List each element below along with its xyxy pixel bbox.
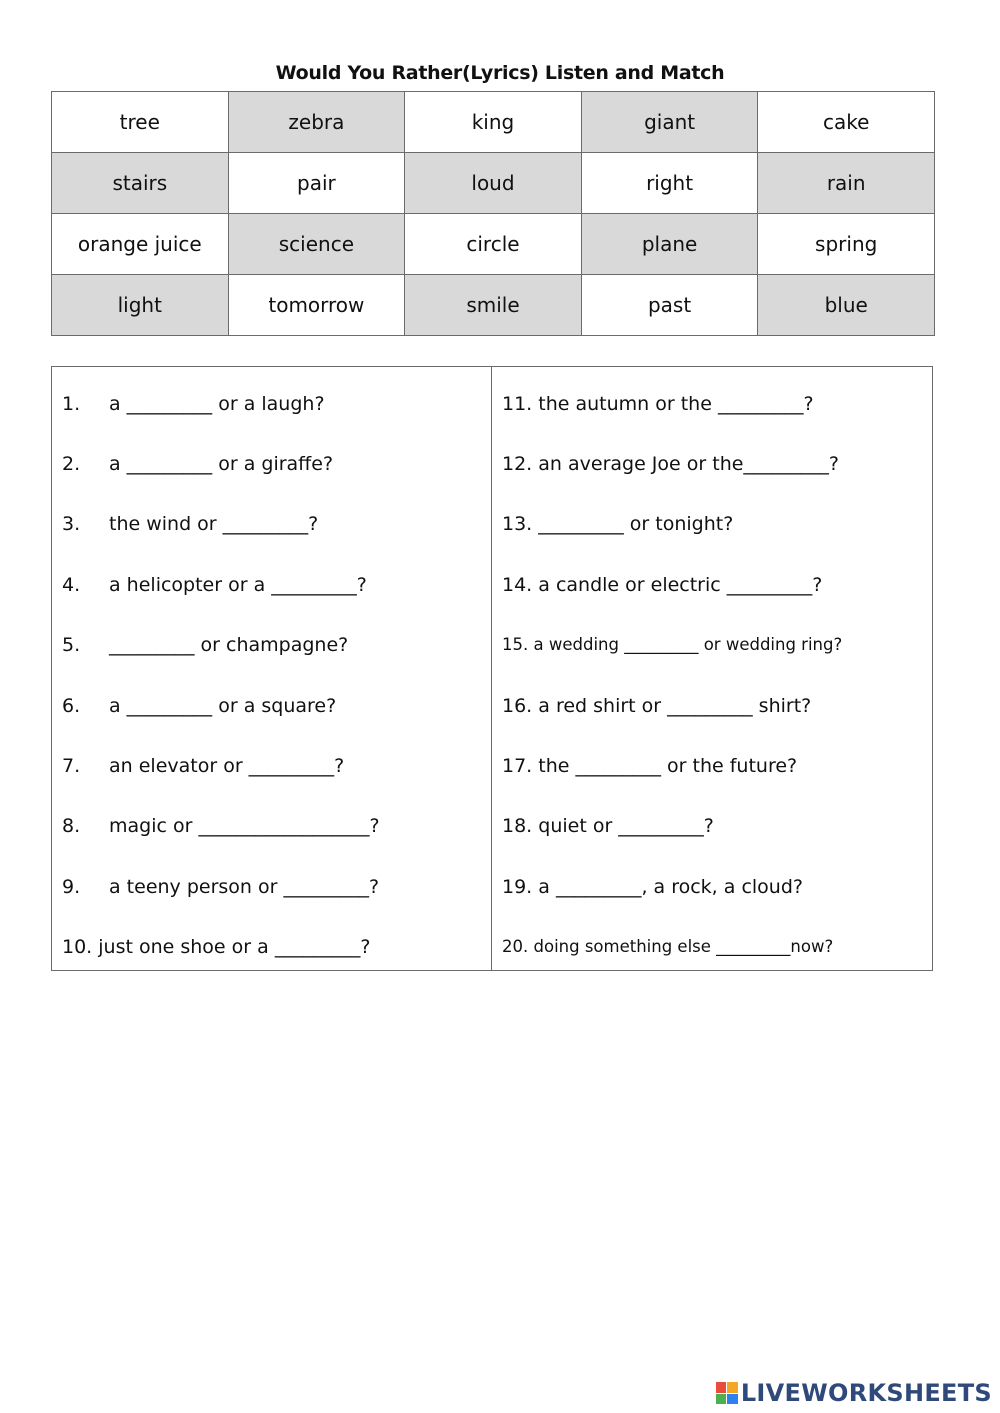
- question-item: [502, 630, 842, 660]
- question-item: [62, 509, 318, 539]
- liveworksheets-logo-text: LIVEWORKSHEETS: [740, 1379, 992, 1407]
- question-item: [502, 509, 733, 539]
- question-item: [502, 389, 814, 419]
- question-text: a candle or electric _________?: [538, 574, 823, 596]
- question-text: quiet or _________?: [538, 815, 714, 837]
- question-item: [62, 389, 325, 419]
- question-number: 6.: [62, 695, 81, 717]
- word-bank-cell: blue: [758, 275, 935, 336]
- question-text: _________ or champagne?: [109, 634, 349, 656]
- question-item: [62, 449, 333, 479]
- questions-right-column: [492, 367, 932, 970]
- word-bank-row: [52, 153, 935, 214]
- liveworksheets-logo: [716, 1378, 992, 1408]
- question-number: 10.: [62, 936, 93, 958]
- word-bank-cell: light: [52, 275, 229, 336]
- word-bank-cell: right: [581, 153, 758, 214]
- worksheet-title: Would You Rather(Lyrics) Listen and Match: [275, 62, 725, 84]
- question-item: [62, 811, 380, 841]
- question-text: a _________ or a giraffe?: [109, 453, 334, 475]
- question-text: the wind or _________?: [109, 513, 319, 535]
- question-number: 20.: [502, 937, 529, 956]
- word-bank-cell: loud: [405, 153, 582, 214]
- question-text: _________ or tonight?: [538, 513, 734, 535]
- question-item: [62, 630, 348, 660]
- question-text: a teeny person or _________?: [109, 876, 380, 898]
- question-number: 3.: [62, 513, 81, 535]
- question-number: 11.: [502, 393, 533, 415]
- question-item: [502, 811, 714, 841]
- question-number: 18.: [502, 815, 533, 837]
- word-bank-cell: rain: [758, 153, 935, 214]
- question-item: [502, 570, 822, 600]
- word-bank-row: [52, 214, 935, 275]
- question-number: 17.: [502, 755, 533, 777]
- question-text: a _________ or a square?: [109, 695, 337, 717]
- question-text: the _________ or the future?: [538, 755, 798, 777]
- question-text: the autumn or the _________?: [538, 393, 814, 415]
- question-text: an elevator or _________?: [109, 755, 345, 777]
- word-bank-cell: giant: [581, 92, 758, 153]
- word-bank-cell: king: [405, 92, 582, 153]
- question-number: 5.: [62, 634, 81, 656]
- word-bank-cell: tree: [52, 92, 229, 153]
- question-item: [502, 751, 797, 781]
- liveworksheets-logo-icon: [716, 1382, 738, 1404]
- question-text: a _________ or a laugh?: [109, 393, 325, 415]
- question-item: [62, 932, 370, 962]
- word-bank-cell: tomorrow: [228, 275, 405, 336]
- word-bank-row: [52, 92, 935, 153]
- word-bank-cell: spring: [758, 214, 935, 275]
- question-item: [62, 691, 336, 721]
- question-number: 12.: [502, 453, 533, 475]
- question-text: magic or __________________?: [109, 815, 380, 837]
- word-bank-cell: orange juice: [52, 214, 229, 275]
- question-text: an average Joe or the_________?: [538, 453, 840, 475]
- word-bank-cell: pair: [228, 153, 405, 214]
- question-text: just one shoe or a _________?: [98, 936, 371, 958]
- question-number: 15.: [502, 635, 529, 654]
- word-bank-row: [52, 275, 935, 336]
- word-bank-cell: plane: [581, 214, 758, 275]
- word-bank-cell: cake: [758, 92, 935, 153]
- question-item: [62, 872, 379, 902]
- question-number: 4.: [62, 574, 81, 596]
- question-item: [502, 872, 803, 902]
- word-bank-cell: science: [228, 214, 405, 275]
- question-text: doing something else _________now?: [533, 937, 834, 956]
- word-bank-cell: circle: [405, 214, 582, 275]
- question-item: [502, 449, 839, 479]
- question-number: 1.: [62, 393, 81, 415]
- word-bank-cell: stairs: [52, 153, 229, 214]
- question-number: 7.: [62, 755, 81, 777]
- word-bank-cell: past: [581, 275, 758, 336]
- question-number: 14.: [502, 574, 533, 596]
- question-text: a wedding _________ or wedding ring?: [533, 635, 843, 654]
- word-bank-cell: smile: [405, 275, 582, 336]
- question-number: 8.: [62, 815, 81, 837]
- questions-left-column: [52, 367, 492, 970]
- question-number: 2.: [62, 453, 81, 475]
- question-item: [62, 570, 367, 600]
- question-item: [502, 691, 811, 721]
- word-bank-cell: zebra: [228, 92, 405, 153]
- question-text: a _________, a rock, a cloud?: [538, 876, 803, 898]
- question-item: [62, 751, 344, 781]
- question-text: a red shirt or _________ shirt?: [538, 695, 812, 717]
- question-number: 13.: [502, 513, 533, 535]
- question-number: 19.: [502, 876, 533, 898]
- question-number: 9.: [62, 876, 81, 898]
- questions-box: [51, 366, 933, 971]
- question-number: 16.: [502, 695, 533, 717]
- word-bank-table: [51, 91, 935, 336]
- question-item: [502, 932, 833, 962]
- question-text: a helicopter or a _________?: [109, 574, 367, 596]
